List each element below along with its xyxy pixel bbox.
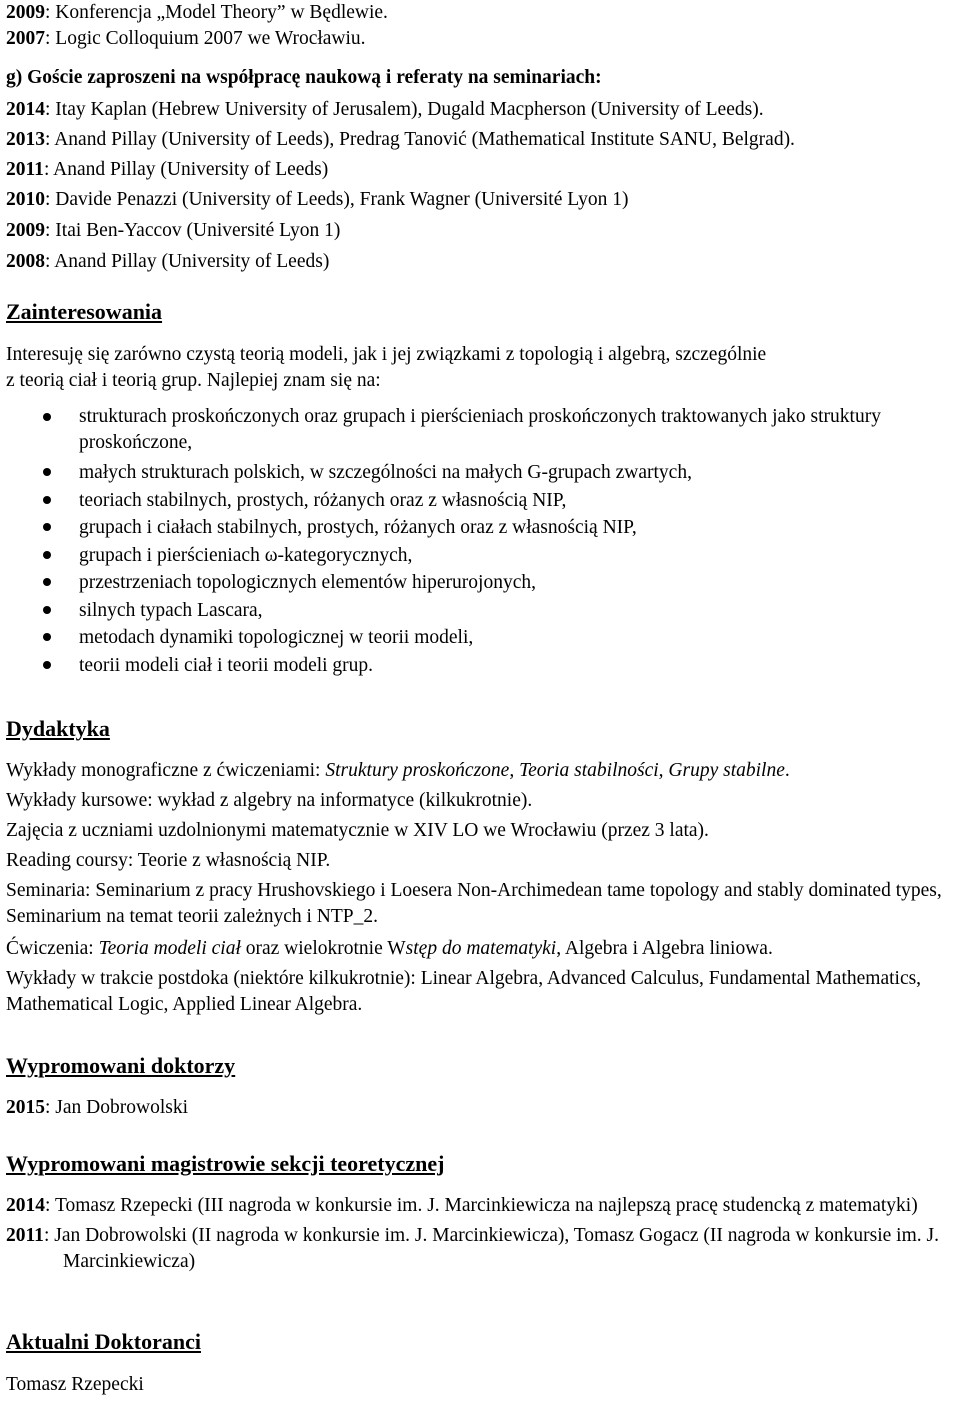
year: 2011 (6, 1225, 44, 1246)
year: 2009 (6, 220, 45, 241)
section-heading-doctors: Wypromowani doktorzy (6, 1053, 236, 1078)
interests-list (6, 404, 960, 679)
list-item: strukturach proskończonych oraz grupach i pierścieniach proskończonych traktowanych jako struktury proskończone, (6, 404, 960, 456)
master-text: : Jan Dobrowolski (II nagroda w konkursie im. J. Marcinkiewicza), Tomasz Gogacz (II nagroda w konkursie im. J. Marcinkiewicza) (43, 1225, 939, 1272)
list-item: grupach i ciałach stabilnych, prostych, różanych oraz z własnością NIP, (6, 514, 960, 542)
list-item: metodach dynamiki topologicznej w teorii modeli, (6, 624, 960, 652)
bullet-icon (43, 413, 51, 421)
bullet-icon (43, 606, 51, 614)
seminars-paragraph: Seminaria: Seminarium z pracy Hrushovskiego i Loesera Non-Archimedean tame topology and stably dominated types, Seminarium na temat teorii zależnych i NTP_2. (6, 880, 942, 927)
master-entry (6, 1223, 960, 1275)
list-item: teoriach stabilnych, prostych, różanych oraz z własnością NIP, (6, 487, 960, 515)
exercises-line: Ćwiczenia: Teoria modeli ciał oraz wielokrotnie Wstęp do matematyki, Algebra i Algebra liniowa. (6, 938, 773, 959)
bullet-icon (43, 578, 51, 586)
year: 2015 (6, 1097, 45, 1118)
list-item: grupach i pierścieniach ω-kategorycznych, (6, 542, 960, 570)
year: 2014 (6, 99, 45, 120)
intro-line: z teorią ciał i teorią grup. Najlepiej znam się na: (6, 370, 381, 391)
doctor-text: : Jan Dobrowolski (45, 1097, 188, 1118)
guests-heading: g) Goście zaproszeni na współpracę naukową i referaty na seminariach: (6, 67, 602, 88)
conference-line (6, 26, 388, 52)
course-line: Wykłady kursowe: wykład z algebry na informatyce (kilkukrotnie). (6, 790, 533, 811)
guest-text: : Anand Pillay (University of Leeds) (43, 159, 329, 180)
guest-line (6, 187, 795, 218)
guest-line (6, 249, 795, 280)
list-item: małych strukturach polskich, w szczególności na małych G-grupach zwartych, (6, 459, 960, 487)
conferences-list (6, 0, 388, 52)
section-heading-phd-students: Aktualni Doktoranci (6, 1329, 201, 1354)
guest-text: : Itai Ben-Yaccov (Université Lyon 1) (45, 220, 341, 241)
year: 2010 (6, 189, 45, 210)
conference-line (6, 0, 388, 26)
conference-text: : Logic Colloquium 2007 we Wrocławiu. (45, 28, 366, 49)
intro-line: Interesuję się zarówno czystą teorią modeli, jak i jej związkami z topologią i algebrą, szczególnie (6, 344, 767, 365)
didactics-body (6, 758, 960, 1018)
master-entry (6, 1193, 960, 1219)
section-heading-interests: Zainteresowania (6, 299, 163, 324)
phd-student-name: Tomasz Rzepecki (6, 1374, 144, 1395)
list-item: przestrzeniach topologicznych elementów hiperurojonych, (6, 569, 960, 597)
section-heading-didactics: Dydaktyka (6, 716, 110, 741)
guest-line (6, 97, 795, 127)
section-heading-masters: Wypromowani magistrowie sekcji teoretycznej (6, 1151, 445, 1176)
bullet-icon (43, 633, 51, 641)
master-text: : Tomasz Rzepecki (III nagroda w konkursie im. J. Marcinkiewicza na najlepszą pracę studencką z matematyki) (45, 1195, 918, 1216)
guest-text: : Anand Pillay (University of Leeds) (45, 251, 330, 272)
monograph-line: Wykłady monograficzne z ćwiczeniami: Struktury proskończone, Teoria stabilności, Grupy stabilne. (6, 760, 790, 781)
guest-text: : Itay Kaplan (Hebrew University of Jerusalem), Dugald Macpherson (University of Leeds). (45, 99, 764, 120)
guest-line (6, 218, 795, 249)
guest-line (6, 157, 795, 187)
doctor-line (6, 1095, 188, 1121)
year: 2011 (6, 159, 44, 180)
bullet-icon (43, 661, 51, 669)
conference-text: : Konferencja „Model Theory” w Będlewie. (45, 2, 388, 23)
bullet-icon (43, 551, 51, 559)
interests-intro (6, 342, 956, 394)
guest-line (6, 127, 795, 157)
bullet-icon (43, 468, 51, 476)
guests-list (6, 97, 795, 280)
reading-line: Reading coursy: Teorie z własnością NIP. (6, 850, 331, 871)
postdoc-paragraph: Wykłady w trakcie postdoka (niektóre kilkukrotnie): Linear Algebra, Advanced Calculus, Fundamental Mathematics, Mathematical Logic, Applied Linear Algebra. (6, 968, 922, 1015)
masters-list (6, 1193, 960, 1275)
gifted-line: Zajęcia z uczniami uzdolnionymi matematycznie w XIV LO we Wrocławiu (przez 3 lata). (6, 820, 709, 841)
bullet-icon (43, 496, 51, 504)
bullet-icon (43, 523, 51, 531)
guest-text: : Davide Penazzi (University of Leeds), Frank Wagner (Université Lyon 1) (45, 189, 629, 210)
year: 2009 (6, 2, 45, 23)
guest-text: : Anand Pillay (University of Leeds), Predrag Tanović (Mathematical Institute SANU, Belgrad). (45, 129, 795, 150)
year: 2013 (6, 129, 45, 150)
list-item: silnych typach Lascara, (6, 597, 960, 625)
year: 2008 (6, 251, 45, 272)
year: 2007 (6, 28, 45, 49)
year: 2014 (6, 1195, 45, 1216)
list-item: teorii modeli ciał i teorii modeli grup. (6, 652, 960, 680)
